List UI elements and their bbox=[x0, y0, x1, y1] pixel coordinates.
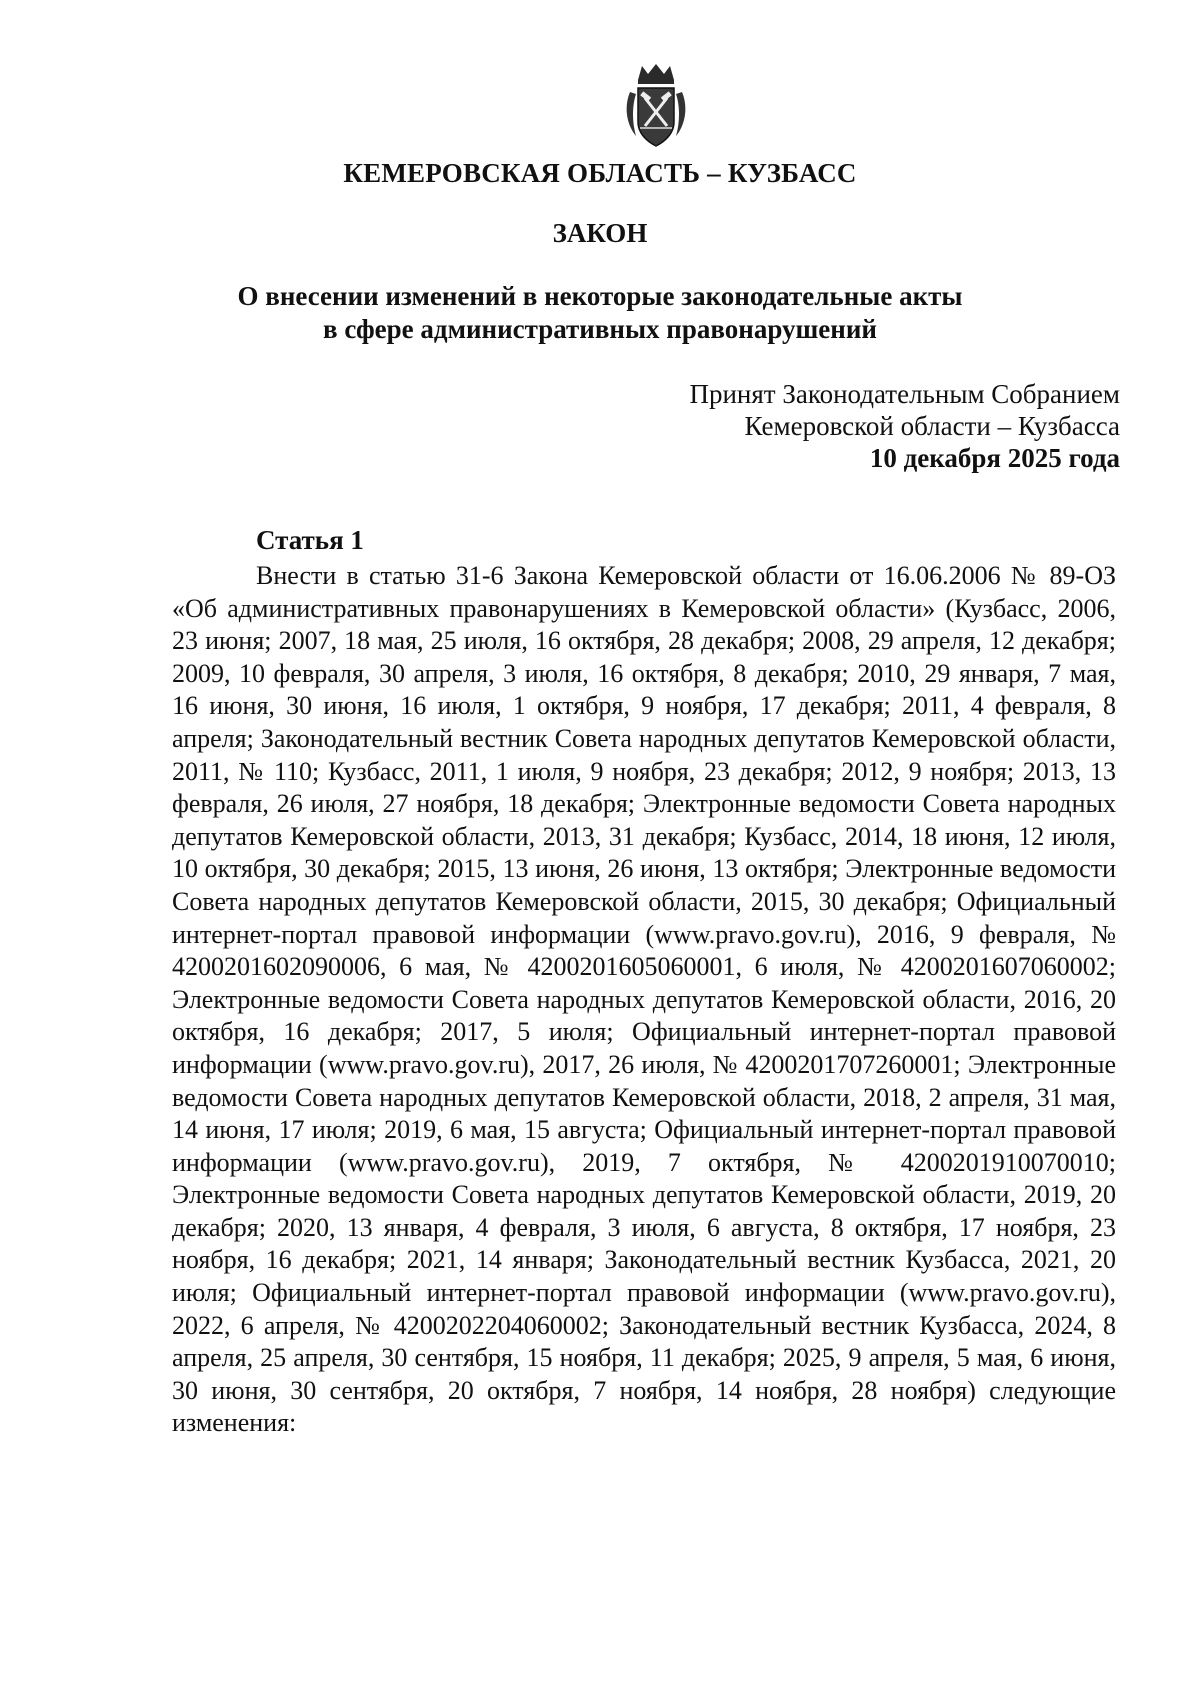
adoption-block bbox=[689, 378, 1120, 474]
article-1-heading: Статья 1 bbox=[256, 525, 364, 555]
adoption-date: 10 декабря 2025 года bbox=[869, 443, 1120, 473]
adoption-line-2: Кемеровской области – Кузбасса bbox=[744, 411, 1120, 441]
coat-of-arms-icon bbox=[624, 62, 688, 148]
document-type: ЗАКОН bbox=[552, 218, 648, 248]
law-title bbox=[0, 280, 1200, 346]
article-1-text: Внести в статью 31-6 Закона Кемеровской области от 16.06.2006 № 89-ОЗ «Об административных правонарушениях в Кемеровской области» (Кузбасс, 2006, 23 июня; 2007, 18 мая, 25 июля, 16 октября, 28 декабря; 2008, 29 апреля, 12 декабря; 2009, 10 февраля, 30 апреля, 3 июля, 16 октября, 8 декабря; 2010, 29 января, 7 мая, 16 июня, 30 июня, 16 июля, 1 октября, 9 ноября, 17 декабря; 2011, 4 февраля, 8 апреля; Законодательный вестник Совета народных депутатов Кемеровской области, 2011, № 110; Кузбасс, 2011, 1 июля, 9 ноября, 23 декабря; 2012, 9 ноября; 2013, 13 февраля, 26 июля, 27 ноября, 18 декабря; Электронные ведомости Совета народных депутатов Кемеровской области, 2013, 31 декабря; Кузбасс, 2014, 18 июня, 12 июля, 10 октября, 30 декабря; 2015, 13 июня, 26 июня, 13 октября; Электронные ведомости Совета народных депутатов Кемеровской области, 2015, 30 декабря; Официальный интернет-портал правовой информации (www.pravo.gov.ru), 2016, 9 февраля, № 4200201602090006, 6 мая, № 4200201605060001, 6 июля, № 4200201607060002; Электронные ведомости Совета народных депутатов Кемеровской области, 2016, 20 октября, 16 декабря; 2017, 5 июля; Официальный интернет-портал правовой информации (www.pravo.gov.ru), 2017, 26 июля, № 4200201707260001; Электронные ведомости Совета народных депутатов Кемеровской области, 2018, 2 апреля, 31 мая, 14 июня, 17 июля; 2019, 6 мая, 15 августа; Официальный интернет-портал правовой информации (www.pravo.gov.ru), 2019, 7 октября, № 4200201910070010; Электронные ведомости Совета народных депутатов Кемеровской области, 2019, 20 декабря; 2020, 13 января, 4 февраля, 3 июля, 6 августа, 8 октября, 17 ноября, 23 ноября, 16 декабря; 2021, 14 января; Законодательный вестник Кузбасса, 2021, 20 июля; Официальный интернет-портал правовой информации (www.pravo.gov.ru), 2022, 6 апреля, № 4200202204060002; Законодательный вестник Кузбасса, 2024, 8 апреля, 25 апреля, 30 сентября, 15 ноября, 11 декабря; 2025, 9 апреля, 5 мая, 6 июня, 30 июня, 30 сентября, 20 октября, 7 ноября, 14 ноября, 28 ноября) следующие изменения: bbox=[172, 561, 1116, 1438]
law-title-line-1: О внесении изменений в некоторые законодательные акты bbox=[237, 281, 963, 311]
region-name: КЕМЕРОВСКАЯ ОБЛАСТЬ – КУЗБАСС bbox=[343, 158, 857, 188]
adoption-line-1: Принят Законодательным Собранием bbox=[689, 379, 1120, 409]
law-title-line-2: в сфере административных правонарушений bbox=[323, 314, 877, 344]
